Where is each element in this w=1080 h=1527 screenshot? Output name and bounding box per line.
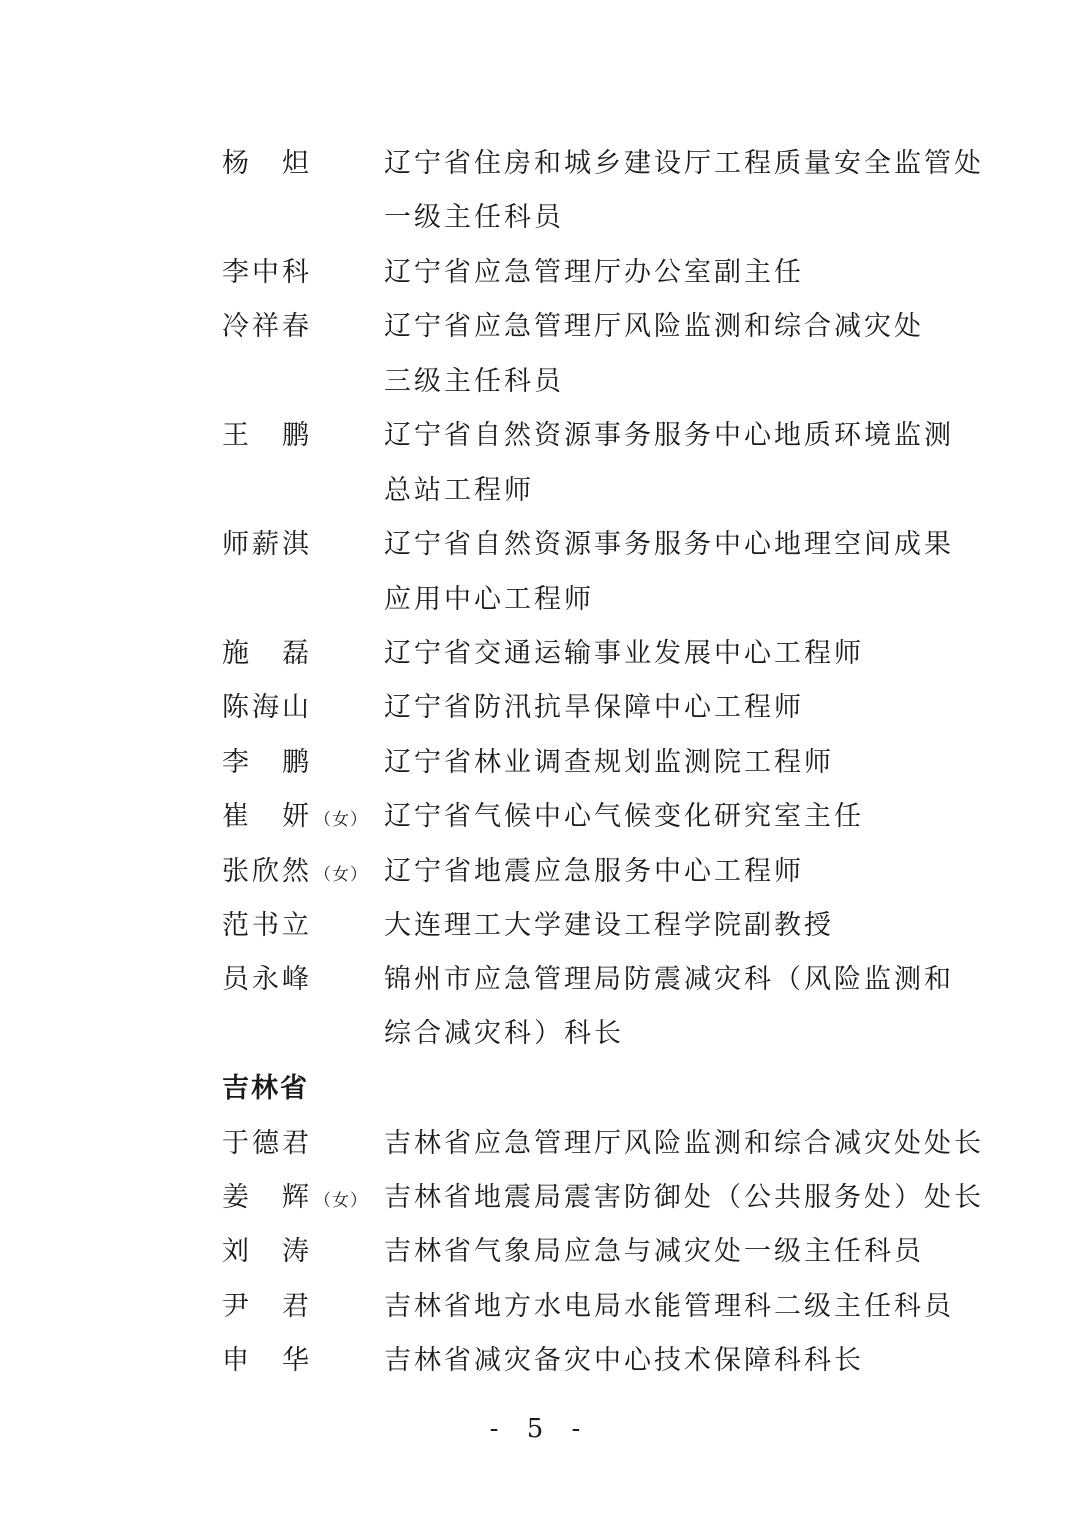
person-title: 吉林省气象局应急与减灾处一级主任科员 [384, 1236, 924, 1267]
list-item [0, 305, 1080, 349]
person-title: 吉林省地震局震害防御处（公共服务处）处长 [384, 1182, 984, 1213]
person-name: 张欣然 （女） [222, 856, 368, 887]
person-name: 施 磊 [222, 638, 312, 669]
list-item [0, 795, 1080, 839]
section-heading-row [0, 1067, 1080, 1111]
person-title: 辽宁省应急管理厅办公室副主任 [384, 257, 804, 288]
person-name: 李中科 [222, 257, 312, 288]
list-item [0, 958, 1080, 1002]
person-title: 一级主任科员 [384, 202, 564, 233]
person-name: 王 鹏 [222, 420, 312, 451]
list-item-continuation [0, 469, 1080, 513]
gender-note: （女） [314, 1191, 368, 1211]
person-name: 范书立 [222, 910, 312, 941]
list-item-continuation [0, 360, 1080, 404]
person-name: 杨 炟 [222, 148, 312, 179]
person-name: 陈海山 [222, 692, 312, 723]
person-title: 辽宁省防汛抗旱保障中心工程师 [384, 692, 804, 723]
person-name: 冷祥春 [222, 311, 312, 342]
person-title: 吉林省应急管理厅风险监测和综合减灾处处长 [384, 1128, 984, 1159]
list-item [0, 142, 1080, 186]
list-item [0, 904, 1080, 948]
person-title: 辽宁省地震应急服务中心工程师 [384, 856, 804, 887]
person-title: 吉林省地方水电局水能管理科二级主任科员 [384, 1291, 954, 1322]
person-name: 师薪淇 [222, 529, 312, 560]
gender-note: （女） [314, 810, 368, 830]
list-item [0, 1339, 1080, 1383]
person-name: 姜 辉 （女） [222, 1182, 368, 1213]
list-item-continuation [0, 196, 1080, 240]
list-item [0, 632, 1080, 676]
list-item [0, 1176, 1080, 1220]
person-title: 锦州市应急管理局防震减灾科（风险监测和 [384, 964, 954, 995]
person-title: 大连理工大学建设工程学院副教授 [384, 910, 834, 941]
list-item [0, 1230, 1080, 1274]
person-name: 于德君 [222, 1128, 312, 1159]
list-item [0, 523, 1080, 567]
person-title: 辽宁省自然资源事务服务中心地理空间成果 [384, 529, 954, 560]
person-name: 申 华 [222, 1345, 312, 1376]
page-number: - 5 - [489, 1414, 591, 1444]
list-item [0, 251, 1080, 295]
person-title: 辽宁省住房和城乡建设厅工程质量安全监管处 [384, 148, 984, 179]
person-title: 辽宁省应急管理厅风险监测和综合减灾处 [384, 311, 924, 342]
person-title: 总站工程师 [384, 475, 534, 506]
person-name: 刘 涛 [222, 1236, 312, 1267]
list-item [0, 1122, 1080, 1166]
list-item [0, 850, 1080, 894]
list-item [0, 741, 1080, 785]
person-title: 应用中心工程师 [384, 584, 594, 615]
list-item-continuation [0, 578, 1080, 622]
gender-note: （女） [314, 865, 368, 885]
list-item [0, 1285, 1080, 1329]
person-name: 员永峰 [222, 964, 312, 995]
list-item [0, 686, 1080, 730]
person-title: 综合减灾科）科长 [384, 1018, 624, 1049]
person-title: 三级主任科员 [384, 366, 564, 397]
person-title: 辽宁省林业调查规划监测院工程师 [384, 747, 834, 778]
person-title: 辽宁省交通运输事业发展中心工程师 [384, 638, 864, 669]
person-name: 尹 君 [222, 1291, 312, 1322]
list-item-continuation [0, 1012, 1080, 1056]
person-name: 李 鹏 [222, 747, 312, 778]
person-name: 崔 妍 （女） [222, 801, 368, 832]
person-title: 辽宁省气候中心气候变化研究室主任 [384, 801, 864, 832]
person-title: 吉林省减灾备灾中心技术保障科科长 [384, 1345, 864, 1376]
person-title: 辽宁省自然资源事务服务中心地质环境监测 [384, 420, 954, 451]
list-item [0, 414, 1080, 458]
section-title: 吉林省 [222, 1073, 309, 1104]
